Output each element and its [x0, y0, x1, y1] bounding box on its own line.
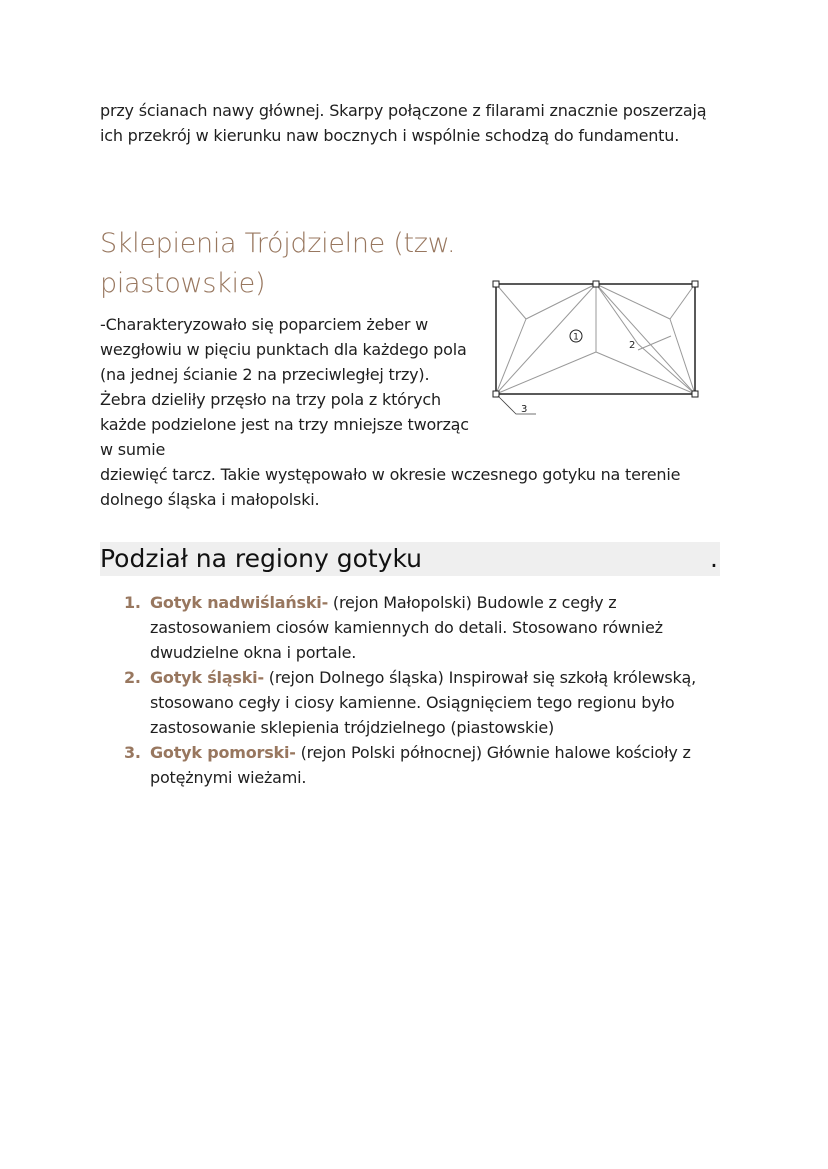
list-item-number: 2.: [124, 668, 141, 687]
list-item: [100, 665, 730, 740]
regions-heading-trailing: .: [710, 544, 718, 573]
list-item: [100, 590, 730, 665]
list-item-name: Gotyk śląski-: [150, 668, 264, 687]
list-item-number: 1.: [124, 593, 141, 612]
list-item-number: 3.: [124, 743, 141, 762]
vault-heading: Sklepienia Trójdzielne (tzw. piastowskie): [100, 228, 456, 299]
diagram-label-1: 1: [573, 332, 579, 343]
intro-paragraph: przy ścianach nawy głównej. Skarpy połączone z filarami znacznie poszerzają ich przekrój w kierunku naw bocznych i wspólnie schodzą do fundamentu.: [100, 101, 707, 145]
vault-description-continued: dziewięć tarcz. Takie występowało w okresie wczesnego gotyku na terenie dolnego śląska i małopolski.: [100, 465, 681, 509]
regions-heading: [100, 542, 720, 576]
list-item: [100, 740, 730, 790]
vault-description: [100, 312, 730, 512]
regions-list: [100, 590, 730, 790]
diagram-label-3: 3: [521, 404, 528, 415]
list-item-text: (rejon Polski północnej) Głównie halowe kościoły z potężnymi wieżami.: [150, 743, 691, 787]
list-item-text: (rejon Dolnego śląska) Inspirował się szkołą królewską, stosowano cegły i ciosy kamienne. Osiągnięciem tego regionu było zastosowanie sklepienia trójdzielnego (piastowskie): [150, 668, 697, 737]
list-item-text: (rejon Małopolski) Budowle z cegły z zastosowaniem ciosów kamiennych do detali. Stosowano również dwudzielne okna i portale.: [150, 593, 663, 662]
diagram-label-2: 2: [629, 340, 636, 351]
vault-description-wrapped: -Charakteryzowało się poparciem żeber w wezgłowiu w pięciu punktach dla każdego pola (na jednej ścianie 2 na przeciwległej trzy). Żebra dzieliły przęsło na trzy pola z których każde podzielone jest na trzy mniejsze tworząc w sumie: [100, 315, 469, 459]
list-item-name: Gotyk nadwiślański-: [150, 593, 329, 612]
list-item-name: Gotyk pomorski-: [150, 743, 296, 762]
regions-heading-text: Podział na regiony gotyku: [100, 544, 423, 573]
